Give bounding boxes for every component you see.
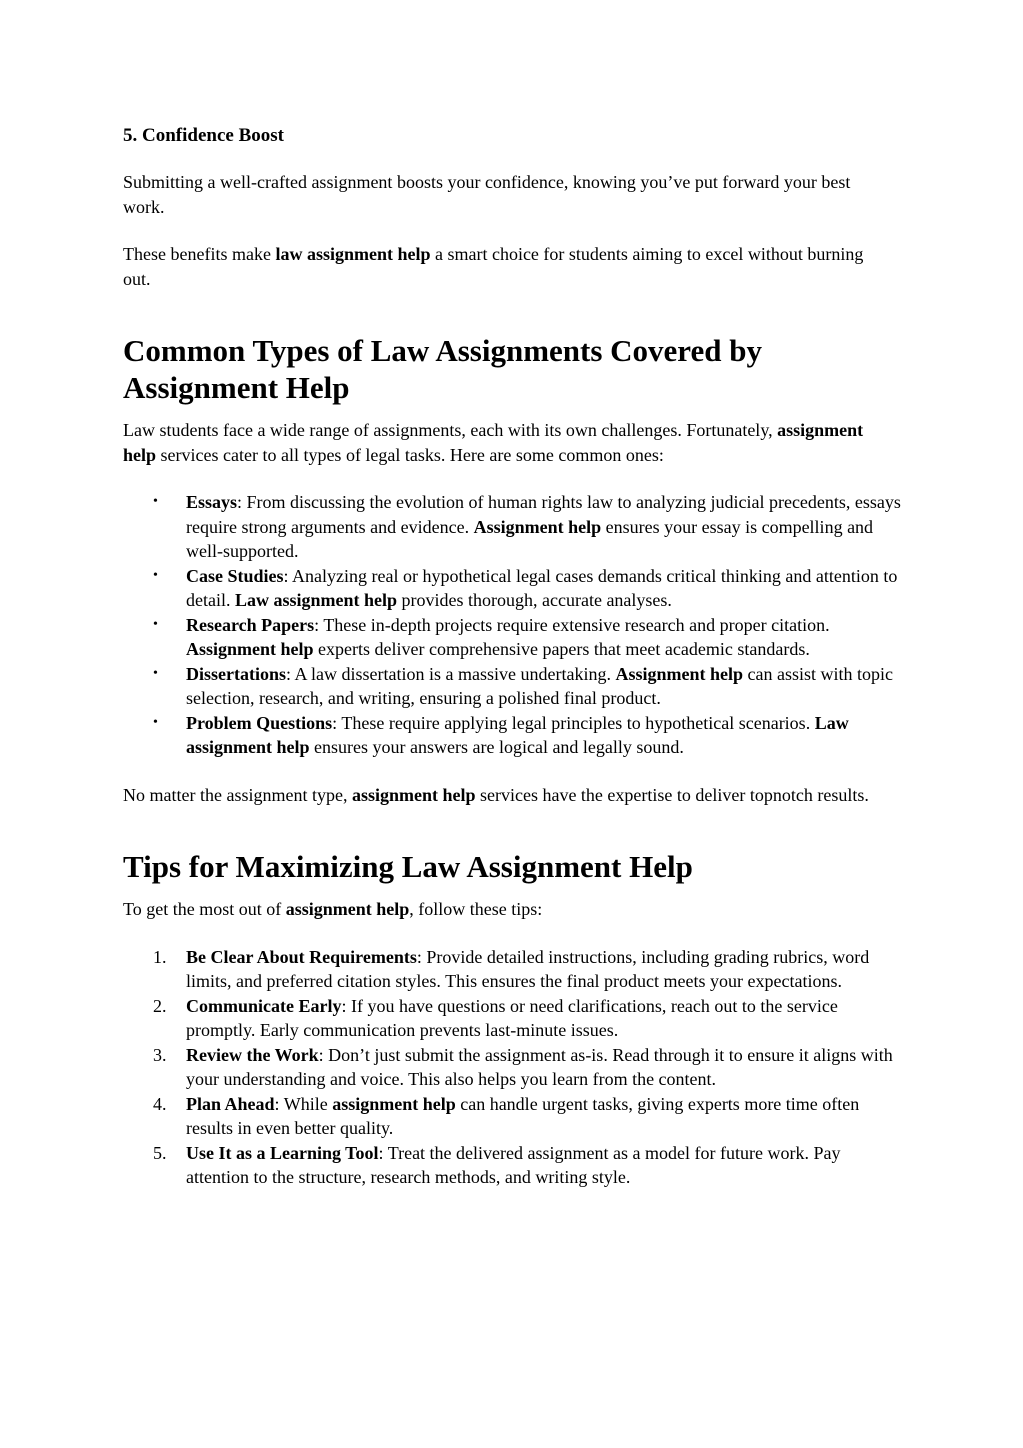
tips-list xyxy=(123,945,901,1190)
list-item-text-end: experts deliver comprehensive papers that meet academic standards. xyxy=(313,639,810,659)
list-item xyxy=(123,945,901,994)
tips-intro-paragraph xyxy=(123,897,883,922)
list-item-term: Be Clear About Requirements xyxy=(186,946,417,967)
list-number: 1. xyxy=(153,946,167,967)
confidence-boost-heading: 5. Confidence Boost xyxy=(123,125,284,146)
bullet-marker: • xyxy=(153,665,158,681)
types-intro-bold: assignment help xyxy=(123,420,864,465)
list-item-text: : These in-depth projects require extensive research and proper citation. xyxy=(314,614,830,635)
tips-intro-pre: To get the most out of xyxy=(123,899,286,919)
list-item xyxy=(123,1092,901,1141)
list-number: 2. xyxy=(153,995,167,1016)
list-number: 5. xyxy=(153,1142,167,1163)
list-item-term: Use It as a Learning Tool xyxy=(186,1142,379,1163)
benefits-text-post: a smart choice for students aiming to excel without burning out. xyxy=(123,244,864,289)
list-item-term: Case Studies xyxy=(186,565,284,586)
list-item-bold: Law assignment help xyxy=(234,590,398,610)
types-outro-bold: assignment help xyxy=(351,784,476,805)
list-item xyxy=(123,613,901,662)
list-item-term: Dissertations xyxy=(186,663,286,684)
list-item-text: : A law dissertation is a massive undertaking. xyxy=(286,663,616,684)
list-item-text: : While xyxy=(274,1093,333,1114)
types-intro-pre: Law students face a wide range of assignments, each with its own challenges. Fortunately, xyxy=(123,420,778,440)
list-item-term: Review the Work xyxy=(186,1044,319,1065)
types-intro-paragraph xyxy=(123,418,883,467)
list-item-text: : From discussing the evolution of human rights law to analyzing judicial precedents, essays require strong arguments and evidence. xyxy=(186,492,901,537)
types-outro-post: services have the expertise to deliver topnotch results. xyxy=(475,784,869,805)
list-item-text-end: can handle urgent tasks, giving experts more time often results in even better quality. xyxy=(186,1093,860,1138)
list-item xyxy=(123,994,901,1043)
list-item-text: : Analyzing real or hypothetical legal cases demands critical thinking and attention to detail. xyxy=(186,565,898,610)
list-item-bold: Law assignment help xyxy=(186,712,849,757)
types-heading: Common Types of Law Assignments Covered by Assignment Help xyxy=(123,333,762,405)
list-item-bold: Assignment help xyxy=(615,663,743,684)
list-item-text-end: provides thorough, accurate analyses. xyxy=(397,590,672,610)
list-item xyxy=(123,1043,901,1092)
list-item-text-end: ensures your answers are logical and legally sound. xyxy=(309,737,684,757)
list-item-text: : Provide detailed instructions, including grading rubrics, word limits, and preferred citation styles. This ensures the final product meets your expectations. xyxy=(186,946,870,991)
tips-heading: Tips for Maximizing Law Assignment Help xyxy=(123,849,693,884)
list-item-bold: Assignment help xyxy=(186,639,314,659)
types-outro-pre: No matter the assignment type, xyxy=(123,784,352,805)
list-item-bold: assignment help xyxy=(332,1093,456,1114)
list-item xyxy=(123,490,901,564)
list-item-text-end: ensures your essay is compelling and well-supported. xyxy=(186,516,874,561)
bullet-marker: • xyxy=(153,494,158,509)
list-number: 3. xyxy=(153,1044,167,1065)
list-item-text: : Don’t just submit the assignment as-is. Read through it to ensure it aligns with your understanding and voice. This also helps you learn from the content. xyxy=(186,1044,893,1089)
list-item-term: Essays xyxy=(186,492,238,512)
list-item-text-end: can assist with topic selection, research, and writing, ensuring a polished final product. xyxy=(186,663,893,708)
list-item-text: : Treat the delivered assignment as a model for future work. Pay attention to the structure, research methods, and writing style. xyxy=(186,1142,841,1187)
types-outro-paragraph xyxy=(123,783,883,808)
bullet-marker: • xyxy=(153,616,158,632)
list-item xyxy=(123,564,901,613)
list-item-text: : These require applying legal principles to hypothetical scenarios. xyxy=(332,712,815,733)
list-item-term: Communicate Early xyxy=(186,995,342,1016)
list-item-term: Problem Questions xyxy=(186,712,333,733)
tips-intro-bold: assignment help xyxy=(285,899,410,919)
list-item xyxy=(123,1141,901,1190)
list-item xyxy=(123,662,901,711)
list-item-term: Plan Ahead xyxy=(186,1093,275,1114)
benefits-text-pre: These benefits make xyxy=(123,244,276,264)
list-item-text: : If you have questions or need clarifications, reach out to the service promptly. Early communication prevents last-minute issues. xyxy=(186,995,838,1040)
benefits-bold-term: law assignment help xyxy=(275,244,431,264)
confidence-paragraph: Submitting a well-crafted assignment boosts your confidence, knowing you’ve put forward your best work. xyxy=(123,172,851,217)
tips-intro-post: , follow these tips: xyxy=(409,899,543,919)
benefits-paragraph xyxy=(123,242,883,291)
assignment-types-list xyxy=(123,490,901,760)
list-item-bold: Assignment help xyxy=(473,516,602,537)
list-item-term: Research Papers xyxy=(186,614,315,635)
list-item xyxy=(123,711,901,760)
types-intro-post: services cater to all types of legal tasks. Here are some common ones: xyxy=(156,444,664,465)
bullet-marker: • xyxy=(153,567,158,583)
list-number: 4. xyxy=(153,1093,167,1114)
bullet-marker: • xyxy=(153,714,158,730)
